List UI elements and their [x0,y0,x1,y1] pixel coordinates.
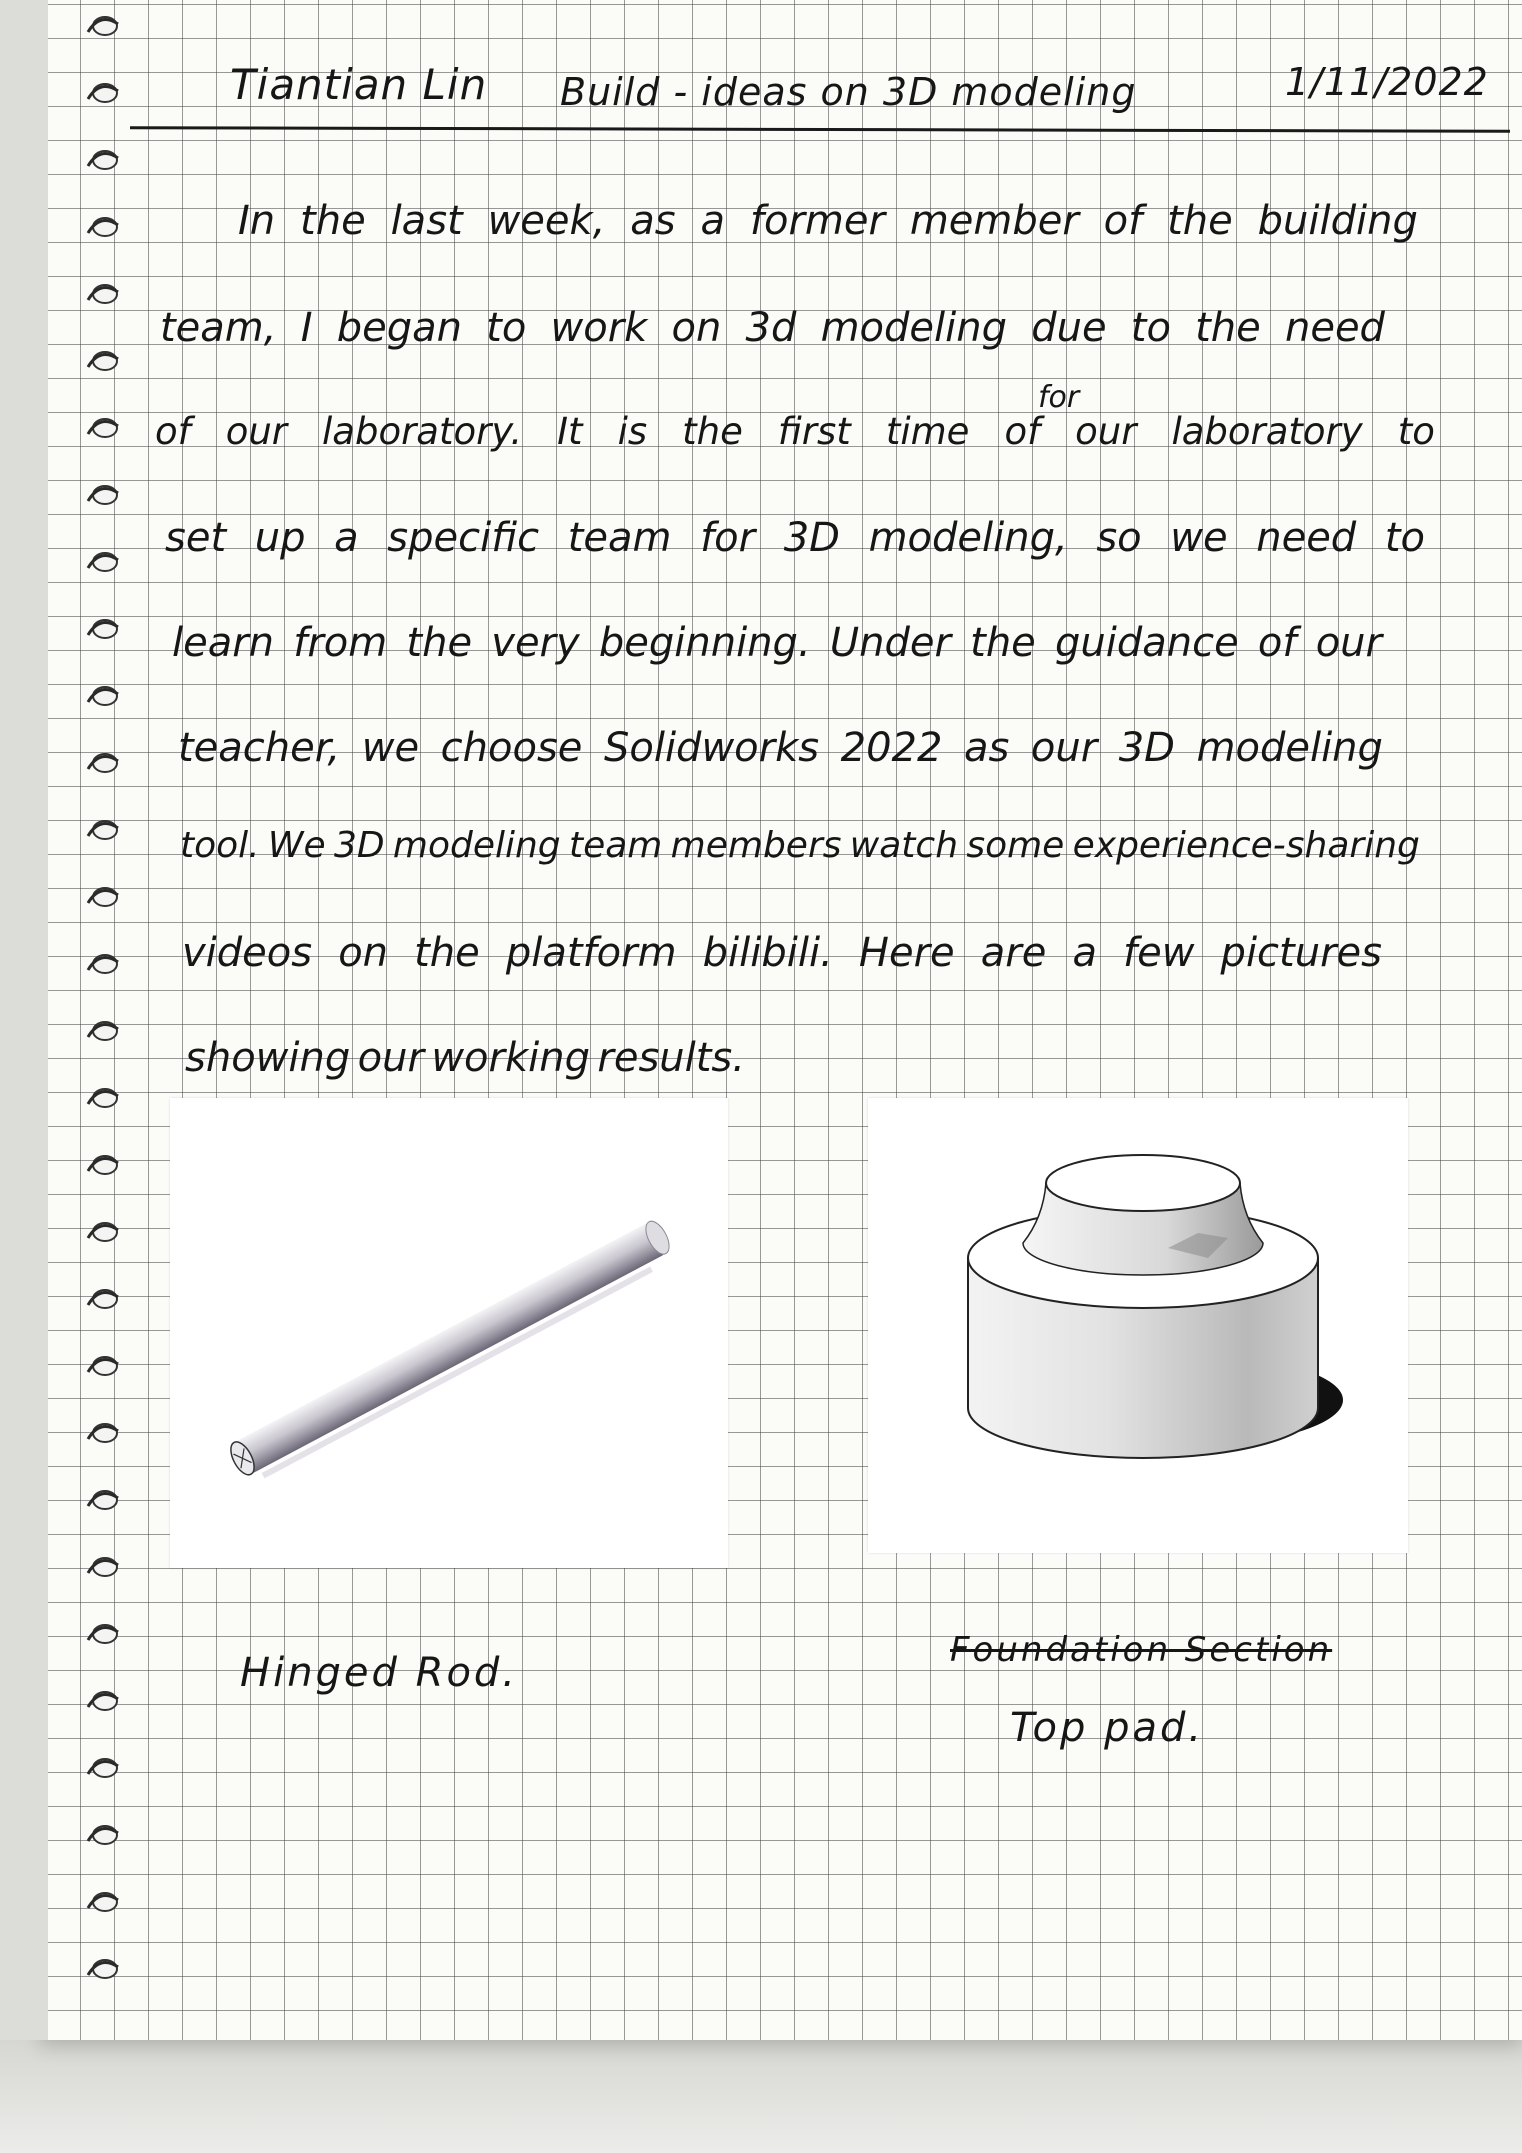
body-word: our [1030,725,1098,771]
body-word: our [357,1035,424,1081]
body-line-8 [182,930,1382,976]
body-word: need [1284,305,1385,351]
body-word: few [1123,930,1195,976]
body-word: the [1195,305,1261,351]
body-word: a [334,515,359,561]
body-word: laboratory. [322,410,523,453]
body-word: laboratory [1171,410,1363,453]
body-word: the [414,930,480,976]
body-word: tool. [180,825,260,866]
body-word: we [1170,515,1228,561]
entry-date: 1/11/2022 [1285,60,1489,104]
body-word: as [630,198,676,244]
body-word: on [671,305,722,351]
body-word: on [338,930,389,976]
body-word: learn [172,620,275,666]
body-word: a [1072,930,1097,976]
body-word: the [970,620,1036,666]
body-word: 3D [783,515,840,561]
body-word: our [225,410,287,453]
body-word: We [267,825,326,866]
caption-struck-foundation-section: Foundation Section [950,1630,1333,1670]
hinged-rod-photo [170,1098,728,1568]
body-line-5 [172,620,1382,666]
body-word: members [670,825,842,866]
body-word: Solidworks [603,725,820,771]
body-word: former [749,198,885,244]
body-line-2 [160,305,1385,351]
body-word: modeling [820,305,1007,351]
body-word: It [557,410,583,453]
body-word: modeling [1196,725,1383,771]
body-line-1 [238,198,1418,244]
correction-note: for [1038,380,1080,415]
body-word: guidance [1055,620,1239,666]
body-word: the [682,410,743,453]
body-word: time [885,410,970,453]
body-word: as [963,725,1010,771]
body-word: very [491,620,580,666]
body-word: are [980,930,1047,976]
body-line-4 [165,515,1425,561]
body-word: beginning. [598,620,811,666]
body-word: platform [505,930,677,976]
body-word: set [165,515,227,561]
body-word: member [909,198,1079,244]
body-word: Here [858,930,955,976]
body-word: from [293,620,388,666]
body-word: work [550,305,648,351]
top-pad-photo [868,1098,1408,1553]
top-pad-render [868,1098,1408,1553]
caption-top-pad: Top pad. [1010,1705,1205,1751]
body-word: the [1167,198,1233,244]
body-word: building [1257,198,1418,244]
body-line-6 [178,725,1383,771]
body-word: a [700,198,726,244]
body-word: due [1031,305,1107,351]
body-word: up [254,515,306,561]
body-word: results. [597,1035,745,1081]
body-word: team, [160,305,277,351]
body-word: to [1384,515,1425,561]
body-word: In [238,198,276,244]
body-word: the [406,620,473,666]
body-word: team [568,825,663,866]
entry-title: Build - ideas on 3D modeling [560,70,1137,114]
body-word: we [361,725,420,771]
body-word: to [1130,305,1171,351]
body-word: of [1004,410,1041,453]
body-word: working [431,1035,590,1081]
body-word: so [1096,515,1142,561]
body-word: I [300,305,313,351]
body-word: videos [182,930,313,976]
body-word: week, [487,198,606,244]
body-word: last [390,198,463,244]
hinged-rod-render [170,1098,728,1568]
body-line-9 [185,1035,745,1081]
body-line-3 [155,410,1435,453]
body-word: team [567,515,672,561]
body-word: 3d [745,305,797,351]
body-word: the [300,198,366,244]
body-word: specific [387,515,540,561]
body-word: our [1315,620,1382,666]
body-word: our [1075,410,1137,453]
body-word: need [1256,515,1357,561]
body-word: showing [185,1035,351,1081]
spiral-binding [0,0,140,2040]
body-word: is [617,410,648,453]
body-word: teacher, [178,725,341,771]
body-word: 2022 [840,725,943,771]
body-word: watch [849,825,959,866]
body-word: bilibili. [702,930,833,976]
body-word: modeling [392,825,561,866]
body-word: of [155,410,191,453]
caption-hinged-rod: Hinged Rod. [240,1650,519,1696]
body-word: 3D [1118,725,1175,771]
body-word: modeling, [868,515,1068,561]
body-word: pictures [1220,930,1382,976]
page-bottom-shadow [0,2040,1522,2153]
body-word: for [700,515,756,561]
body-word: choose [440,725,583,771]
body-line-7 [180,825,1420,866]
body-word: of [1257,620,1297,666]
body-word: 3D [333,825,385,866]
body-word: experience-sharing [1072,825,1420,866]
body-word: Under [829,620,951,666]
body-word: to [1397,410,1435,453]
body-word: began [336,305,462,351]
body-word: of [1103,198,1143,244]
body-word: some [966,825,1065,866]
body-word: first [777,410,851,453]
body-word: to [486,305,527,351]
author-name: Tiantian Lin [230,60,488,109]
